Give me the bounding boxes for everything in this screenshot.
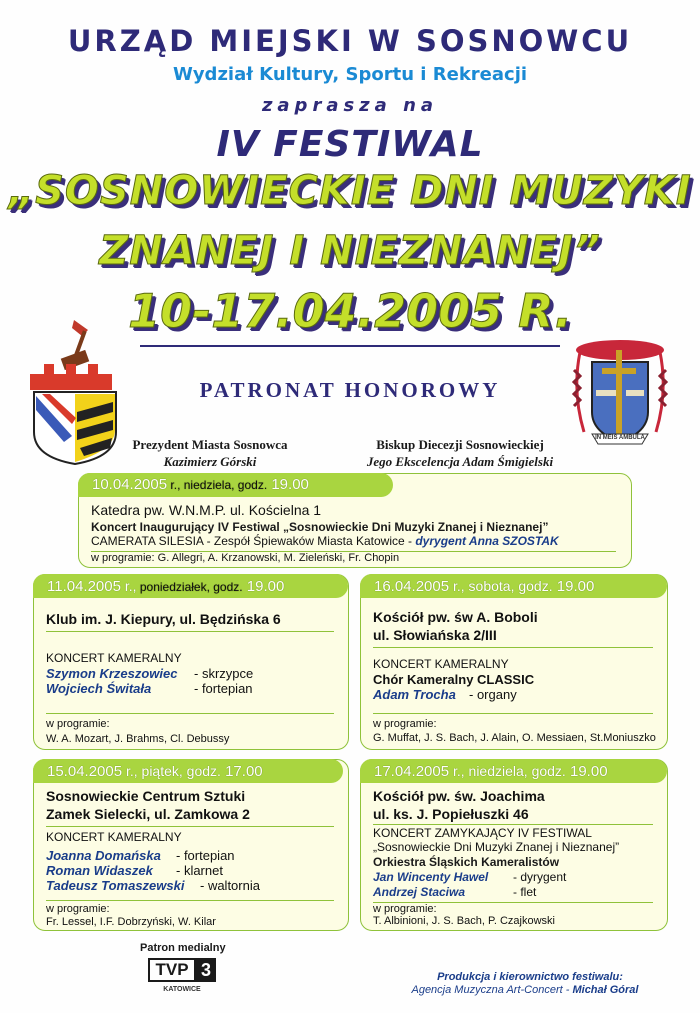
performer-name: Adam Trocha bbox=[373, 687, 456, 702]
event-divider bbox=[46, 900, 334, 901]
program-label: w programie: bbox=[373, 718, 437, 730]
event-venue: Kościół pw. św. Joachima bbox=[373, 788, 545, 804]
event-performer: CAMERATA SILESIA - Zespół Śpiewaków Miasta Katowice - dyrygent Anna SZOSTAK bbox=[91, 534, 559, 548]
event-card-inauguration bbox=[78, 473, 632, 568]
event-divider bbox=[373, 824, 653, 825]
event-divider bbox=[373, 647, 653, 648]
program-label: w programie: bbox=[46, 718, 110, 730]
performer-name: Roman Widaszek bbox=[46, 863, 153, 878]
event-card-kiepury bbox=[33, 574, 349, 750]
festival-title-line2: ZNANEJ I NIEZNANEJ” bbox=[99, 228, 601, 274]
event-venue: Katedra pw. W.N.M.P. ul. Kościelna 1 bbox=[91, 502, 322, 518]
event-venue: Kościół pw. św A. Boboli bbox=[373, 609, 538, 625]
performer-role: - skrzypce bbox=[194, 666, 254, 681]
festival-title-line1: „SOSNOWIECKIE DNI MUZYKI bbox=[8, 168, 692, 214]
title-divider bbox=[140, 345, 560, 347]
event-venue: Sosnowieckie Centrum Sztuki bbox=[46, 788, 246, 804]
patron-mayor-name: Kazimierz Górski bbox=[163, 454, 257, 469]
organizer-title: URZĄD MIEJSKI W SOSNOWCU bbox=[67, 24, 633, 58]
event-venue-street: Zamek Sielecki, ul. Zamkowa 2 bbox=[46, 806, 250, 822]
performer-name: Jan Wincenty Hawel bbox=[373, 870, 489, 884]
event-venue-street: ul. Słowiańska 2/III bbox=[373, 627, 497, 643]
event-venue-street: ul. ks. J. Popiełuszki 46 bbox=[373, 806, 529, 822]
festival-name: „Sosnowieckie Dni Muzyki Znanej i Nieznanej” bbox=[373, 840, 620, 854]
event-divider bbox=[373, 713, 653, 714]
event-program: w programie: G. Allegri, A. Krzanowski, M. Zieleński, Fr. Chopin bbox=[91, 552, 400, 564]
event-type: KONCERT KAMERALNY bbox=[46, 830, 182, 844]
event-card-boboli bbox=[360, 574, 668, 750]
tvp3-logo bbox=[148, 958, 216, 984]
bishop-motto: IN MEIS AMBULA bbox=[595, 435, 645, 441]
event-divider bbox=[46, 631, 334, 632]
event-header: 15.04.2005 r., piątek, godz. 17.00 bbox=[33, 759, 343, 783]
program-label: w programie: bbox=[46, 903, 110, 915]
event-program: Fr. Lessel, I.F. Dobrzyński, W. Kilar bbox=[46, 916, 216, 928]
patron-bishop-role: Biskup Diecezji Sosnowieckiej bbox=[376, 437, 544, 452]
organizer-department: Wydział Kultury, Sportu i Rekreacji bbox=[172, 64, 528, 85]
event-card-joachima bbox=[360, 759, 668, 931]
performer-role: - klarnet bbox=[176, 863, 223, 878]
event-type: KONCERT ZAMYKAJĄCY IV FESTIWAL bbox=[373, 826, 592, 840]
performer-name: Wojciech Świtała bbox=[46, 681, 152, 696]
production-label: Produkcja i kierownictwo festiwalu: bbox=[437, 971, 623, 983]
patron-bishop-name: Jego Ekscelencja Adam Śmigielski bbox=[366, 454, 554, 469]
event-program: W. A. Mozart, J. Brahms, Cl. Debussy bbox=[46, 733, 230, 745]
media-patron-label: Patron medialny bbox=[140, 942, 226, 954]
ensemble-name: Chór Kameralny CLASSIC bbox=[373, 672, 535, 687]
performer-role: - dyrygent bbox=[513, 870, 567, 884]
festival-edition: IV FESTIWAL bbox=[216, 124, 484, 165]
tvp-logo-number: 3 bbox=[196, 958, 216, 982]
tvp-logo-text: TVP bbox=[148, 958, 196, 982]
event-type: KONCERT KAMERALNY bbox=[373, 657, 509, 671]
performer-name: Tadeusz Tomaszewski bbox=[46, 878, 185, 893]
performer-name: Andrzej Staciwa bbox=[373, 885, 466, 899]
event-program: T. Albinioni, J. S. Bach, P. Czajkowski bbox=[373, 915, 555, 927]
event-venue: Klub im. J. Kiepury, ul. Będzińska 6 bbox=[46, 611, 281, 627]
patronage-heading: PATRONAT HONOROWY bbox=[199, 378, 501, 402]
performer-role: - organy bbox=[469, 687, 517, 702]
performer-name: Szymon Krzeszowiec bbox=[46, 666, 178, 681]
event-program: G. Muffat, J. S. Bach, J. Alain, O. Messiaen, St.Moniuszko bbox=[373, 732, 656, 744]
event-header: 17.04.2005 r., niedziela, godz. 19.00 bbox=[360, 759, 667, 783]
invites-text: zaprasza na bbox=[261, 95, 439, 116]
event-header: 10.04.2005 r., niedziela, godz. 19.00 bbox=[78, 473, 393, 497]
patron-bishop bbox=[345, 436, 575, 470]
performer-role: - fortepian bbox=[176, 848, 235, 863]
event-type: KONCERT KAMERALNY bbox=[46, 651, 182, 665]
production-agency: Agencja Muzyczna Art-Concert - Michał Góral bbox=[411, 984, 639, 996]
patron-mayor bbox=[110, 436, 310, 470]
event-divider bbox=[46, 826, 334, 827]
performer-name: Joanna Domańska bbox=[46, 848, 161, 863]
event-header: 11.04.2005 r., poniedziałek, godz. 19.00 bbox=[33, 574, 348, 598]
tvp3-city: KATOWICE bbox=[163, 986, 201, 993]
event-header: 16.04.2005 r., sobota, godz. 19.00 bbox=[360, 574, 667, 598]
performer-role: - flet bbox=[513, 885, 537, 899]
festival-dates: 10-17.04.2005 R. bbox=[128, 284, 572, 338]
program-label: w programie: bbox=[373, 903, 437, 915]
performer-role: - fortepian bbox=[194, 681, 253, 696]
patron-mayor-role: Prezydent Miasta Sosnowca bbox=[132, 437, 288, 452]
event-title: Koncert Inaugurujący IV Festiwal „Sosnowieckie Dni Muzyki Znanej i Nieznanej” bbox=[91, 520, 549, 534]
performer-role: - waltornia bbox=[200, 878, 260, 893]
event-card-zamek bbox=[33, 759, 349, 931]
ensemble-name: Orkiestra Śląskich Kameralistów bbox=[373, 855, 560, 869]
event-divider bbox=[46, 713, 334, 714]
